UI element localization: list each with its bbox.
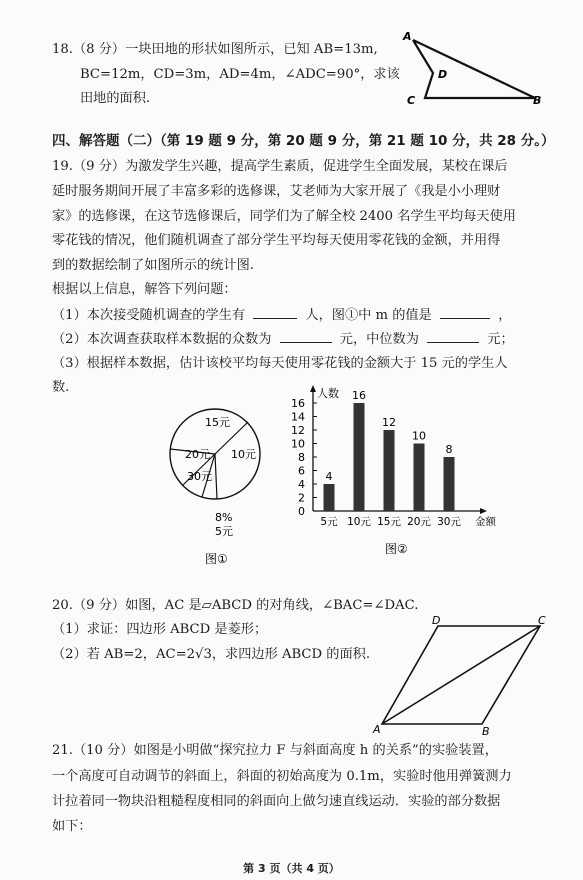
q20-label-a: A: [373, 723, 381, 736]
q21-line-4: 如下：: [52, 819, 92, 834]
bar-y-tick-label: 4: [298, 478, 305, 491]
q19-answer-blank-m[interactable]: [440, 306, 490, 319]
bar-y-tick-label: 2: [298, 491, 305, 505]
bar-chart-figure-2: [285, 383, 505, 573]
q20-line1: 20.（9 分）如图，AC 是▱ABCD 的对角线，∠BAC=∠DAC.: [52, 598, 419, 613]
q19-sub2: [52, 330, 514, 349]
bar-4: [444, 457, 455, 511]
pie-chart-figure-1: [165, 400, 275, 570]
q20-diagonal-ac: [382, 626, 540, 724]
q19-line-3: 家》的选修课，在这节选修课后，同学们为了解全校 2400 名学生平均每天使用: [52, 209, 516, 224]
page-footer: 第 3 页（共 4 页）: [243, 862, 340, 875]
bar-y-tick-label: 16: [291, 397, 305, 410]
bar-value-label-0: 4: [325, 470, 333, 483]
bar-category-label-1: 10元: [347, 516, 371, 528]
pie-label-30: 30元: [187, 470, 212, 483]
q19-sub2-text-b: 元，中位数为: [339, 332, 419, 347]
bar-category-label-4: 30元: [437, 516, 461, 528]
q19-line-4: 零花钱的情况，他们随机调查了部分学生平均每天使用零花钱的金额，并用得: [52, 233, 501, 248]
bar-value-label-2: 12: [382, 416, 396, 429]
bar-x-axis-arrow: [480, 508, 487, 514]
pie-caption: 图①: [205, 552, 228, 566]
bar-y-tick-label: 8: [298, 451, 305, 464]
q18-figure: [395, 28, 555, 113]
bar-y-tick-label: 12: [291, 424, 305, 437]
bar-series: [320, 389, 461, 528]
q19-sub1: [52, 306, 511, 325]
bar-value-label-1: 16: [352, 389, 366, 402]
bar-2: [384, 430, 395, 511]
bar-0: [324, 484, 335, 511]
bar-y-tick-label: 14: [291, 410, 305, 424]
bar-y-axis-label: 人数: [317, 387, 339, 400]
q21-line-1: 21.（10 分）如图是小明做“探究拉力 F 与斜面高度 h 的关系”的实验装置，: [52, 743, 498, 758]
q19-line-1: 19.（9 分）为激发学生兴趣，提高学生素质，促进学生全面发展，某校在课后: [52, 159, 508, 174]
q19-answer-blank-median[interactable]: [427, 330, 479, 343]
bar-y-tick-label: 10: [291, 437, 305, 451]
q19-sub1-text-c: ，: [498, 308, 512, 323]
q18-quadrilateral: [413, 40, 535, 98]
bar-y-axis-arrow: [310, 385, 316, 392]
bar-x-axis-label: 金额: [475, 516, 496, 528]
q19-line-2: 延时服务期间开展了丰富多彩的选修课，艾老师为大家开展了《我是小小理财: [52, 184, 501, 199]
q20-label-b: B: [482, 725, 490, 737]
section-heading: 四、解答题（二）（第 19 题 9 分，第 20 题 9 分，第 21 题 10 分，共 28 分。）: [52, 133, 555, 149]
q18-line2: BC=12m，CD=3m，AD=4m，∠ADC=90°，求该: [80, 67, 400, 82]
bar-y-tick-label: 0: [298, 505, 305, 518]
q19-answer-blank-count[interactable]: [253, 306, 297, 319]
bar-value-label-4: 8: [445, 443, 453, 456]
q19-sub1-text-b: 人，图①中 m 的值是: [305, 308, 432, 323]
pie-label-20: 20元: [185, 448, 210, 461]
bar-category-label-3: 20元: [407, 516, 431, 528]
pie-divider-5: [215, 454, 217, 499]
q18-label-a: A: [403, 30, 412, 43]
bar-category-label-2: 15元: [377, 516, 401, 528]
q18-line1: 18.（8 分）一块田地的形状如图所示，已知 AB=13m,: [52, 42, 378, 57]
q19-line-6: 根据以上信息，解答下列问题：: [52, 282, 237, 297]
q20-figure: [370, 612, 560, 737]
q19-sub3-line1: （3）根据样本数据，估计该校平均每天使用零花钱的金额大于 15 元的学生人: [52, 356, 508, 371]
bar-caption: 图②: [385, 542, 408, 556]
bar-category-label-0: 5元: [320, 516, 338, 528]
q19-answer-blank-mode[interactable]: [280, 330, 332, 343]
q19-line-5: 到的数据绘制了如图所示的统计图.: [52, 258, 255, 273]
q19-sub2-text-c: 元；: [487, 332, 514, 347]
bar-3: [414, 444, 425, 512]
q20-label-c: C: [538, 614, 546, 627]
q18-label-c: C: [407, 94, 416, 107]
pie-label-15: 15元: [205, 416, 230, 429]
bar-1: [354, 403, 365, 511]
q18-label-d: D: [438, 68, 448, 81]
q19-sub3-line2: 数.: [52, 380, 70, 395]
bar-y-tick-label: 6: [298, 464, 305, 478]
q21-line-3: 计拉着同一物块沿粗糙程度相同的斜面向上做匀速直线运动．实验的部分数据: [52, 794, 501, 809]
q20-label-d: D: [432, 614, 441, 627]
bar-value-label-3: 10: [412, 429, 426, 443]
q21-line-2: 一个高度可自动调节的斜面上，斜面的初始高度为 0.1m，实验时他用弹簧测力: [52, 769, 512, 784]
q18-label-b: B: [533, 94, 542, 107]
pie-label-10: 10元: [231, 448, 256, 461]
q20-line3: （2）若 AB=2，AC=2√3，求四边形 ABCD 的面积.: [52, 647, 371, 662]
q20-line2: （1）求证：四边形 ABCD 是菱形；: [52, 622, 268, 637]
q19-sub1-text-a: （1）本次接受随机调查的学生有: [52, 308, 246, 323]
q19-sub2-text-a: （2）本次调查获取样本数据的众数为: [52, 332, 272, 347]
pie-label-8pct: 8%: [215, 511, 233, 524]
q18-line3: 田地的面积.: [80, 91, 151, 106]
pie-label-5: 5元: [215, 525, 233, 538]
